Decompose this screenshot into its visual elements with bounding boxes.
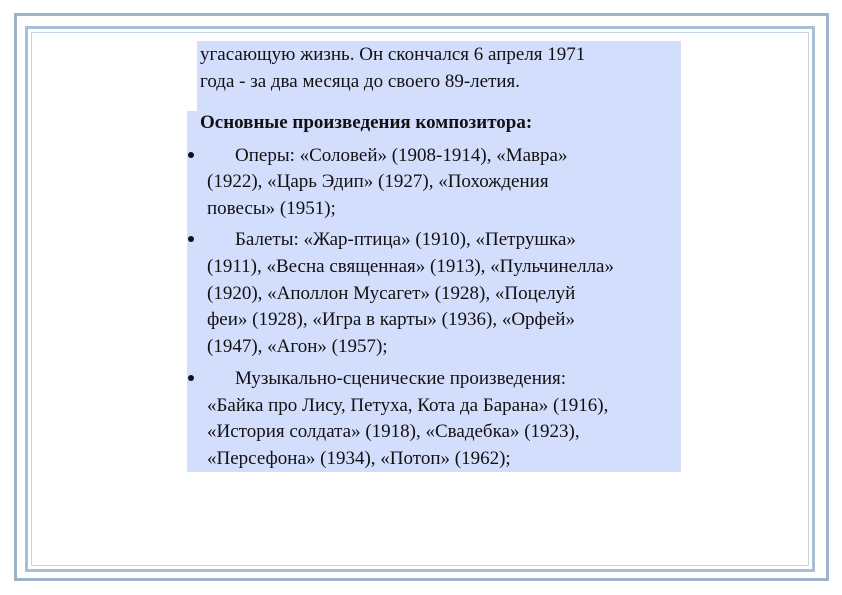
- list-item-line: (1911), «Весна священная» (1913), «Пульчинелла»: [207, 256, 614, 277]
- bullet-icon: [188, 152, 194, 158]
- works-heading: Основные произведения композитора:: [200, 112, 533, 133]
- list-item-line: повесы» (1951);: [207, 198, 336, 219]
- list-item-line: «Байка про Лису, Петуха, Кота да Барана» (1916),: [207, 395, 609, 416]
- list-item-line: (1922), «Царь Эдип» (1927), «Похождения: [207, 171, 549, 192]
- intro-line-2: года - за два месяца до своего 89-летия.: [200, 71, 521, 92]
- list-item-line: феи» (1928), «Игра в карты» (1936), «Орфей»: [207, 309, 575, 330]
- intro-line-1: угасающую жизнь. Он скончался 6 апреля 1971: [200, 44, 586, 65]
- list-item-line: «История солдата» (1918), «Свадебка» (1923),: [207, 421, 580, 442]
- list-item-line: (1920), «Аполлон Мусагет» (1928), «Поцелуй: [207, 283, 576, 304]
- bullet-icon: [188, 236, 194, 242]
- list-item-line: (1947), «Агон» (1957);: [207, 336, 388, 357]
- list-item-line: Балеты: «Жар-птица» (1910), «Петрушка»: [235, 229, 576, 250]
- bullet-icon: [188, 375, 194, 381]
- list-item-line: «Персефона» (1934), «Потоп» (1962);: [207, 448, 511, 469]
- list-item-line: Оперы: «Соловей» (1908-1914), «Мавра»: [235, 145, 568, 166]
- list-item-line: Музыкально-сценические произведения:: [235, 368, 567, 389]
